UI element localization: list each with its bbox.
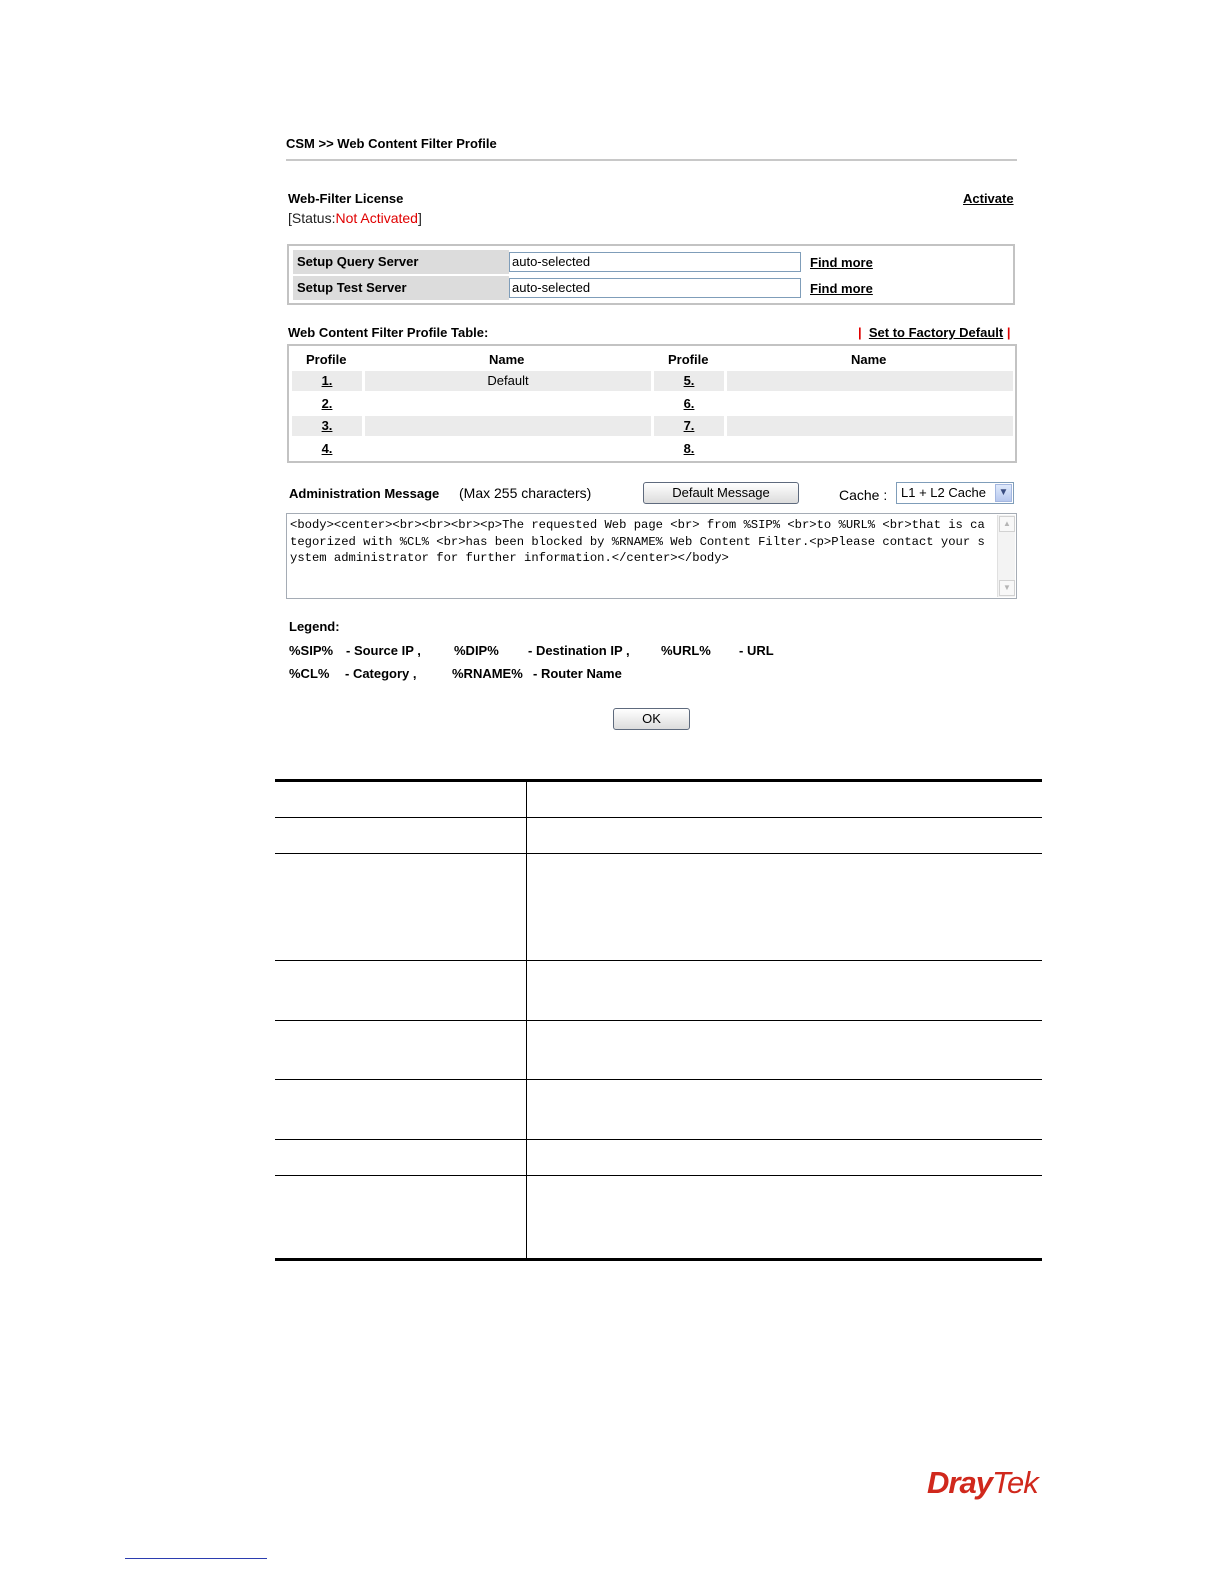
legend-title: Legend: xyxy=(289,619,340,634)
breadcrumb: CSM >> Web Content Filter Profile xyxy=(286,136,497,151)
activate-link[interactable]: Activate xyxy=(963,191,1014,206)
profile-link-4[interactable]: 4. xyxy=(321,441,333,456)
profile-table-title: Web Content Filter Profile Table: xyxy=(288,325,489,340)
table-rule xyxy=(275,779,1042,782)
title-divider xyxy=(286,159,1017,161)
profile-name-cell xyxy=(727,439,1013,459)
scroll-up-icon[interactable]: ▲ xyxy=(999,516,1015,532)
set-factory-default-link[interactable]: Set to Factory Default xyxy=(868,325,1004,340)
profile-link-1[interactable]: 1. xyxy=(321,373,333,388)
profile-link-3[interactable]: 3. xyxy=(321,418,333,433)
admin-message-text[interactable]: <body><center><br><br><br><p>The requested Web page <br> from %SIP% <br>to %URL% <br>that is categorized with %CL% <br>has been blocked by %RNAME% Web Content Filter.<p>Please contact your system administrator for further information.</center></body> xyxy=(290,518,985,565)
profile-name-cell xyxy=(727,394,1013,414)
profile-link-6[interactable]: 6. xyxy=(683,396,695,411)
status-suffix: ] xyxy=(417,210,422,226)
legend-desc-dip: - Destination IP , xyxy=(528,643,630,658)
legend-code-sip: %SIP% xyxy=(289,643,334,658)
table-column-divider xyxy=(526,781,527,1259)
profile-link-7[interactable]: 7. xyxy=(683,418,695,433)
cache-label: Cache : xyxy=(839,487,888,503)
profile-number-cell xyxy=(654,439,724,459)
cache-selected-value: L1 + L2 Cache xyxy=(901,485,986,500)
profile-number-cell xyxy=(292,394,362,414)
column-header-profile: Profile xyxy=(306,352,347,367)
profile-link-8[interactable]: 8. xyxy=(683,441,695,456)
profile-number-cell xyxy=(292,439,362,459)
profile-link-2[interactable]: 2. xyxy=(321,396,333,411)
footer-divider xyxy=(125,1558,267,1559)
table-rule xyxy=(275,817,1042,818)
license-status xyxy=(288,210,422,226)
scroll-down-icon[interactable]: ▼ xyxy=(999,580,1015,596)
legend-desc-cl: - Category , xyxy=(345,666,417,681)
legend-code-cl: %CL% xyxy=(289,666,330,681)
profile-link-5[interactable]: 5. xyxy=(683,373,695,388)
server-settings-panel xyxy=(287,244,1015,305)
profile-name-cell xyxy=(365,416,651,436)
table-rule xyxy=(275,1139,1042,1140)
test-server-input[interactable]: auto-selected xyxy=(509,278,801,298)
profile-name-cell xyxy=(365,439,651,459)
column-header-profile: Profile xyxy=(668,352,709,367)
admin-message-max-hint: (Max 255 characters) xyxy=(459,485,592,501)
divider-bar: | xyxy=(858,325,862,340)
scrollbar[interactable] xyxy=(997,515,1015,597)
table-rule xyxy=(275,1258,1042,1261)
admin-message-label: Administration Message xyxy=(289,486,440,501)
license-label: Web-Filter License xyxy=(288,191,404,206)
query-server-find-more-link[interactable]: Find more xyxy=(810,255,873,270)
table-rule xyxy=(275,1175,1042,1176)
query-server-input[interactable]: auto-selected xyxy=(509,252,801,272)
profile-number-cell xyxy=(654,416,724,436)
default-message-button[interactable]: Default Message xyxy=(643,482,799,504)
legend-code-rname: %RNAME% xyxy=(452,666,523,681)
draytek-logo: DrayTek xyxy=(927,1465,1038,1500)
profile-number-cell xyxy=(292,371,362,391)
table-rule xyxy=(275,960,1042,961)
admin-message-textarea[interactable] xyxy=(286,513,1017,599)
divider-bar: | xyxy=(1006,325,1011,340)
cache-select[interactable] xyxy=(896,482,1014,504)
profile-name-cell: Default xyxy=(365,371,651,391)
legend-desc-url: - URL xyxy=(739,643,774,658)
table-rule xyxy=(275,1079,1042,1080)
test-server-find-more-link[interactable]: Find more xyxy=(810,281,873,296)
status-prefix: [Status: xyxy=(288,210,336,226)
status-value: Not Activated xyxy=(335,210,418,226)
chevron-down-icon[interactable]: ▼ xyxy=(995,484,1012,502)
profile-table xyxy=(287,344,1017,463)
profile-number-cell xyxy=(654,394,724,414)
profile-name-cell xyxy=(365,394,651,414)
table-rule xyxy=(275,1020,1042,1021)
legend-desc-rname: - Router Name xyxy=(533,666,622,681)
test-server-label: Setup Test Server xyxy=(293,276,509,300)
profile-name-cell xyxy=(727,371,1013,391)
profile-number-cell xyxy=(654,371,724,391)
legend-code-dip: %DIP% xyxy=(454,643,499,658)
legend-desc-sip: - Source IP , xyxy=(346,643,421,658)
profile-number-cell xyxy=(292,416,362,436)
column-header-name: Name xyxy=(851,352,887,367)
ok-button[interactable]: OK xyxy=(613,708,690,730)
table-rule xyxy=(275,853,1042,854)
profile-name-cell xyxy=(727,416,1013,436)
column-header-name: Name xyxy=(489,352,525,367)
factory-default-group xyxy=(858,325,1011,340)
query-server-label: Setup Query Server xyxy=(293,250,509,274)
legend-code-url: %URL% xyxy=(661,643,711,658)
